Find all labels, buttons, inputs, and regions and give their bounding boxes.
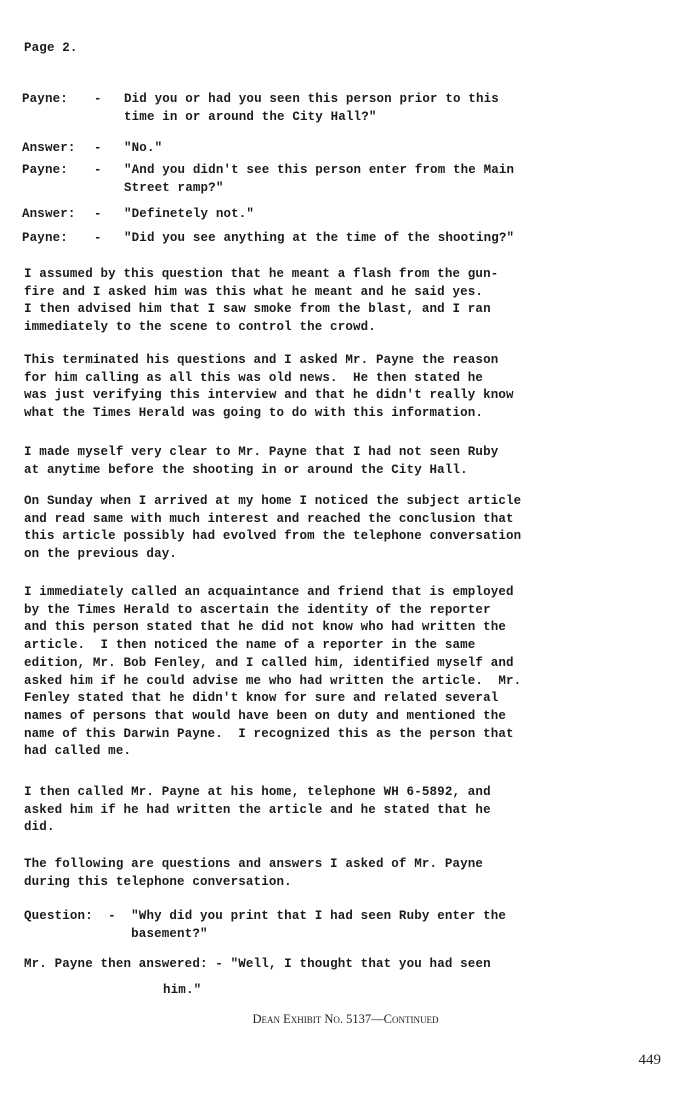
question-text: "Why did you print that I had seen Ruby enter the basement?"	[131, 909, 507, 941]
answer-text-continued: him."	[163, 983, 202, 997]
question-label: Question:	[24, 909, 93, 923]
speaker-label: Payne:	[22, 92, 68, 106]
speaker-label: Answer:	[22, 141, 76, 155]
paragraph: I made myself very clear to Mr. Payne that I had not seen Ruby at anytime before the shooting in or around the City Hall.	[24, 445, 499, 477]
exhibit-caption: Dean Exhibit No. 5137—Continued	[252, 1012, 439, 1026]
dialogue-line: Answer: - "Definetely not."	[22, 206, 254, 224]
dialogue-text: Did you or had you seen this person prior to this time in or around the City Hall?"	[124, 92, 499, 124]
dialogue-text: "And you didn't see this person enter from the Main Street ramp?"	[124, 163, 515, 195]
dialogue-line: Payne: - Did you or had you seen this person prior to this time in or around the City Hall?"	[22, 91, 499, 126]
dialogue-line: Answer: - "No."	[22, 140, 162, 158]
speaker-label: Payne:	[22, 231, 68, 245]
speaker-label: Payne:	[22, 163, 68, 177]
dialogue-line: Payne: - "And you didn't see this person enter from the Main Street ramp?"	[22, 162, 514, 197]
paragraph: I immediately called an acquaintance and friend that is employed by the Times Herald to ascertain the identity of the reporter and this person stated that he did not know who had written the article. I then noticed the name of a reporter in the same edition, Mr. Bob Fenley, and I called him, identified myself and asked him if he could advise me who had written the article. Mr. Fenley stated that he didn't know for sure and related several names of persons that would have been on duty and mentioned the name of this Darwin Payne. I recognized this as the person that had called me.	[24, 585, 522, 759]
dialogue-text: "No."	[124, 141, 163, 155]
paragraph: I assumed by this question that he meant a flash from the gun- fire and I asked him was this what he meant and he said yes. I then advised him that I saw smoke from the blast, and I ran immediately to the scene to control the crowd.	[24, 267, 499, 335]
dialogue-text: "Definetely not."	[124, 207, 255, 221]
paragraph: The following are questions and answers I asked of Mr. Payne during this telephone conversation.	[24, 857, 484, 889]
paragraph: On Sunday when I arrived at my home I noticed the subject article and read same with much interest and reached the conclusion that this article possibly had evolved from the telephone conversation on the previous day.	[24, 494, 522, 562]
page-number: 449	[638, 1052, 661, 1068]
dialogue-text: "Did you see anything at the time of the shooting?"	[124, 231, 515, 245]
page-label: Page 2.	[24, 41, 78, 55]
paragraph: I then called Mr. Payne at his home, telephone WH 6-5892, and asked him if he had written the article and he stated that he did.	[24, 785, 491, 835]
answer-text: "Well, I thought that you had seen	[230, 957, 491, 971]
paragraph: This terminated his questions and I asked Mr. Payne the reason for him calling as all this was old news. He then stated he was just verifying this interview and that he didn't really know what the Times Herald was going to do with this information.	[24, 353, 514, 421]
answer-intro: Mr. Payne then answered:	[24, 957, 208, 971]
speaker-label: Answer:	[22, 207, 76, 221]
question-line: Question: - "Why did you print that I had seen Ruby enter the basement?"	[24, 908, 506, 943]
dialogue-line: Payne: - "Did you see anything at the time of the shooting?"	[22, 230, 514, 248]
answer-line: Mr. Payne then answered: - "Well, I thought that you had seen	[24, 957, 491, 971]
